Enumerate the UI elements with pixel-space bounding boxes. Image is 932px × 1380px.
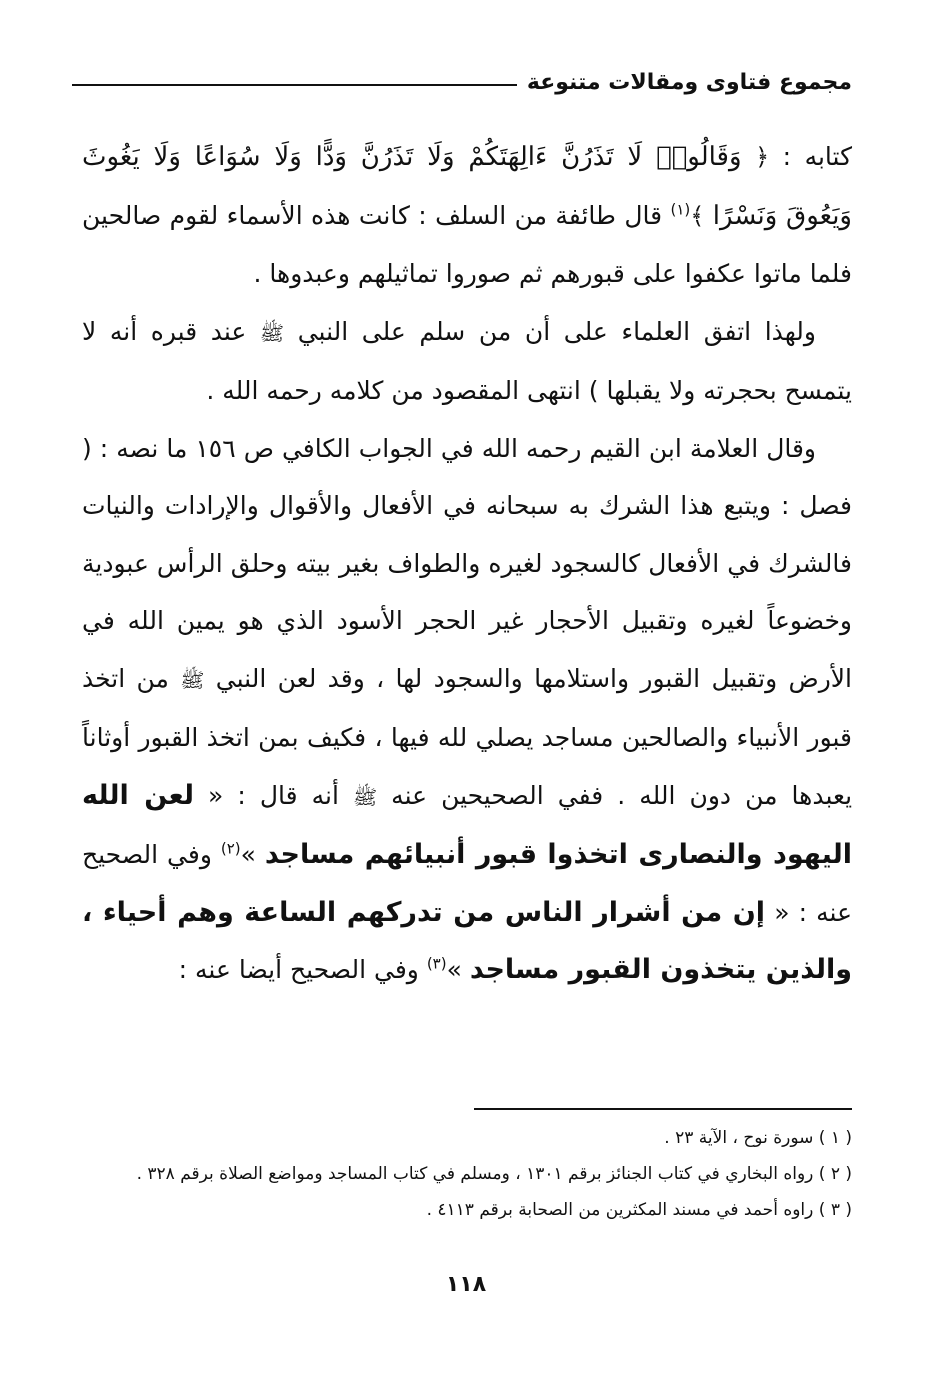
paragraph-2-after: عند قبره أنه لا يتمسح بحجرته ولا يقبلها ) انتهى المقصود من كلامه رحمه الله . xyxy=(82,316,852,405)
paragraph-3 xyxy=(82,420,852,999)
running-header xyxy=(72,62,852,102)
paragraph-3-text-3: أنه قال : xyxy=(237,780,339,810)
footnote-ref-2: (٢) xyxy=(220,839,241,858)
paragraph-3-text-2: من اتخذ قبور الأنبياء والصالحين مساجد يصلي لله فيها ، فكيف بمن اتخذ القبور أوثاناً يعبدها من دون الله . ففي الصحيحين عنه xyxy=(82,663,853,810)
footnotes xyxy=(82,1120,852,1228)
quote-open: « xyxy=(774,897,790,927)
paragraph-3-text-5: وفي الصحيح أيضا عنه : xyxy=(178,955,419,984)
paragraph-1 xyxy=(82,128,852,303)
paragraph-1-rest: قال طائفة من السلف : كانت هذه الأسماء لقوم صالحين فلما ماتوا عكفوا على قبورهم ثم صوروا تماثيلهم وعبدوها . xyxy=(82,200,852,288)
quote-close: » xyxy=(446,955,462,984)
lead-text: كتابه : xyxy=(782,142,852,171)
paragraph-2-before: ولهذا اتفق العلماء على أن من سلم على النبي xyxy=(297,316,816,346)
footnote-2: ( ٢ ) رواه البخاري في كتاب الجنائز برقم ١٣٠١ ، ومسلم في كتاب المساجد ومواضع الصلاة برقم ٣٢٨ . xyxy=(136,1164,852,1184)
hadith-2: إن من أشرار الناس من تدركهم الساعة وهم أحياء ، والذين يتخذون القبور مساجد xyxy=(82,896,852,985)
footnote-3: ( ٣ ) راوه أحمد في مسند المكثرين من الصحابة برقم ٤١١٣ . xyxy=(426,1200,852,1220)
salawat-honorific-glyph: ﷺ xyxy=(259,320,285,345)
footnote-ref-1: (١) xyxy=(670,200,691,219)
main-text xyxy=(82,128,852,999)
hadith-1: لعن الله اليهود والنصارى اتخذوا قبور أنبيائهم مساجد xyxy=(82,779,852,870)
paragraph-3-text-4: وفي الصحيح عنه : xyxy=(82,840,853,927)
verse-close-ornament: ﴾ xyxy=(690,201,705,230)
quran-verse: وَقَالُوا۟ لَا تَذَرُنَّ ءَالِهَتَكُمْ وَلَا تَذَرُنَّ وَدًّا وَلَا سُوَاعًا وَلَا يَغُوثَ وَيَعُوقَ وَنَسْرًا xyxy=(82,142,852,231)
quote-open: « xyxy=(208,780,224,810)
book-title: مجموع فتاوى ومقالات متنوعة xyxy=(526,69,852,95)
paragraph-2 xyxy=(82,303,852,420)
footnote-1: ( ١ ) سورة نوح ، الآية ٢٣ . xyxy=(664,1128,852,1148)
quote-close: » xyxy=(240,840,256,869)
verse-open-ornament: ﴿ xyxy=(755,143,770,171)
header-rule xyxy=(72,84,517,86)
page-number: ١١٨ xyxy=(445,1272,487,1297)
footnote-ref-3: (٣) xyxy=(426,954,447,973)
salawat-honorific-glyph: ﷺ xyxy=(352,784,378,809)
salawat-honorific-glyph: ﷺ xyxy=(180,667,205,692)
paragraph-3-text-1: وقال العلامة ابن القيم رحمه الله في الجواب الكافي ص ١٥٦ ما نصه : ( فصل : ويتبع هذا الشرك به سبحانه في الأفعال والأقوال والإرادات والنيات فالشرك في الأفعال كالسجود لغيره والطواف بغير بيته وحلق الرأس عبودية وخضوعاً لغيره وتقبيل الأحجار غير الحجر الأسود الذي هو يمين الله في الأرض وتقبيل القبور واستلامها والسجود لها ، وقد لعن النبي xyxy=(82,433,852,693)
footnote-separator xyxy=(474,1108,852,1110)
